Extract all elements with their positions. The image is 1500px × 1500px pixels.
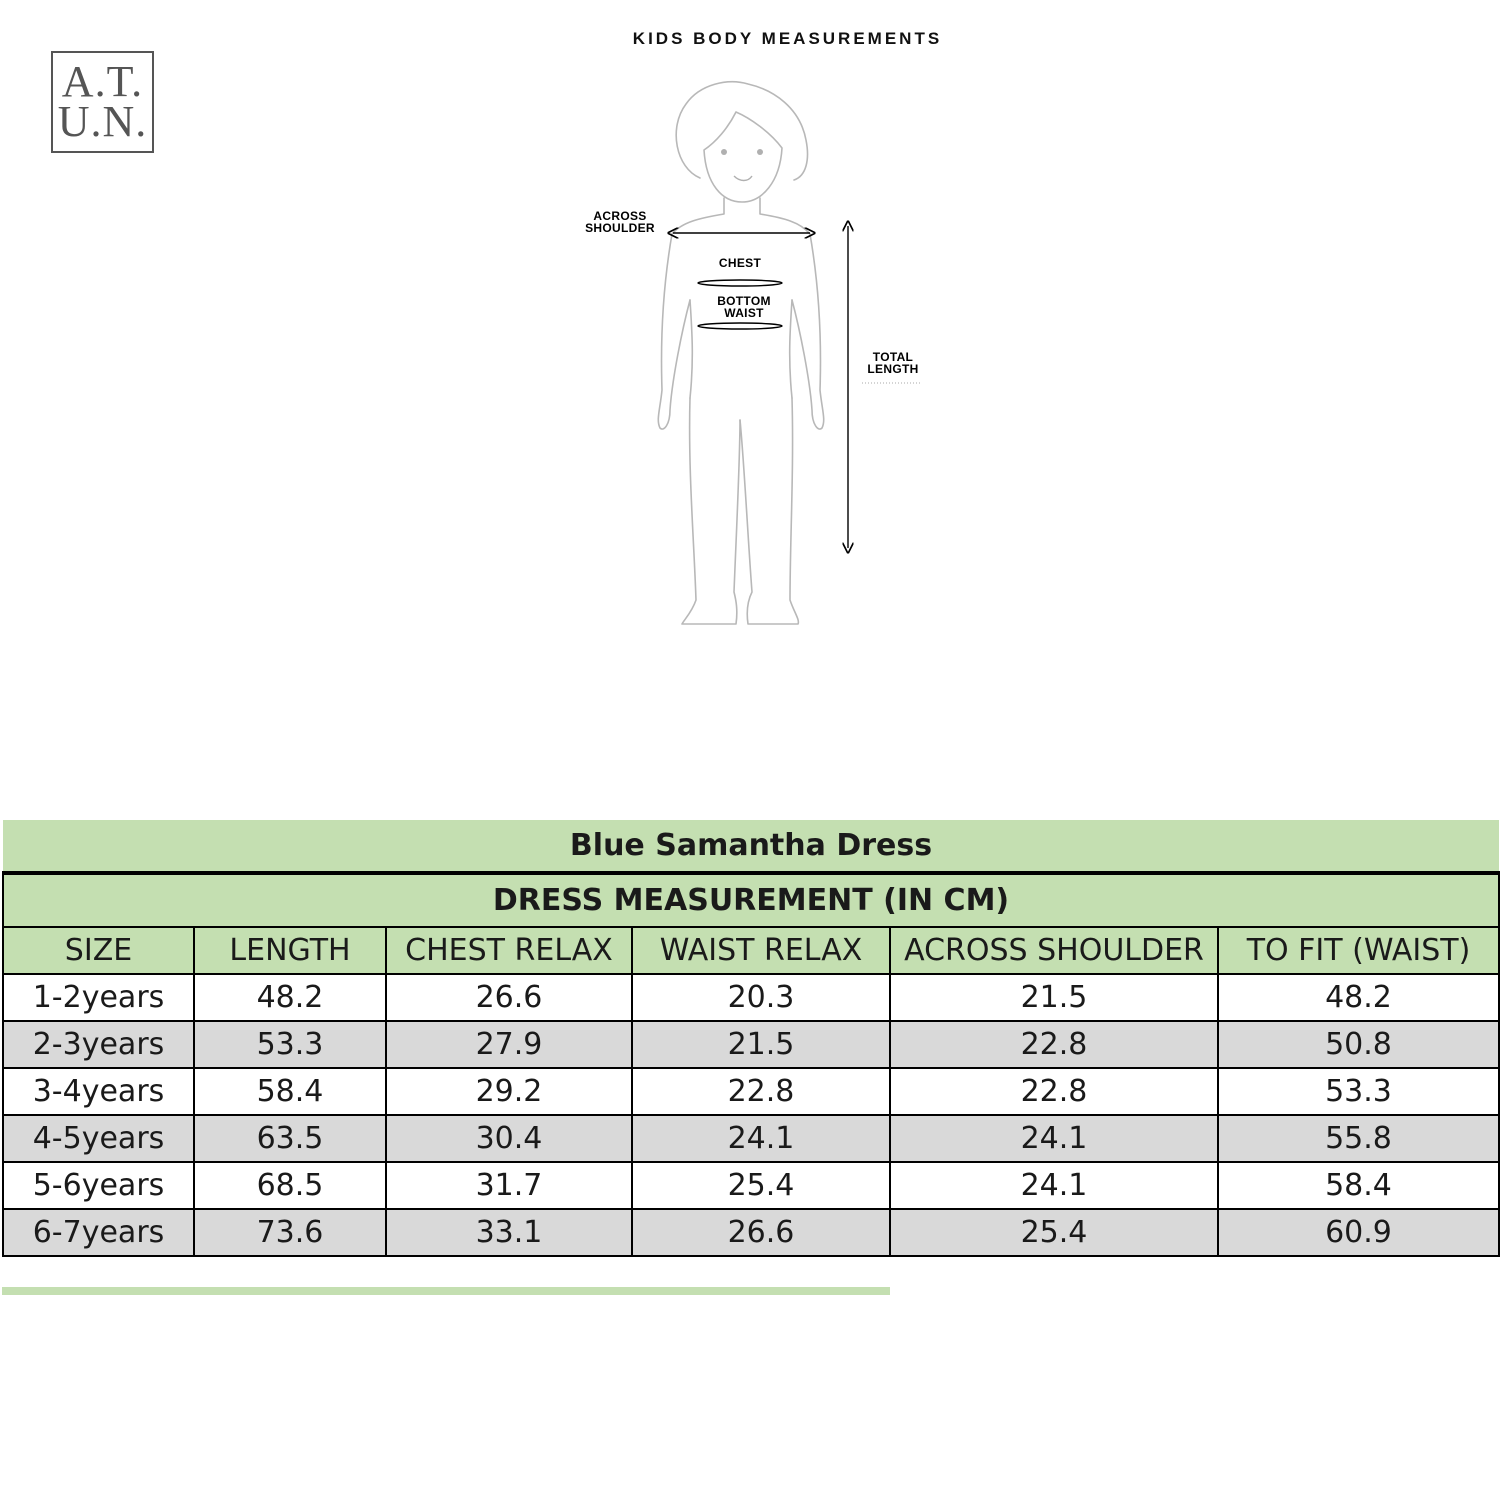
header-across-shoulder: ACROSS SHOULDER <box>890 927 1218 974</box>
face-features <box>721 149 763 155</box>
cell-chest-relax: 30.4 <box>386 1115 632 1162</box>
header-chest-relax: CHEST RELAX <box>386 927 632 974</box>
table-row <box>3 1115 1499 1162</box>
cell-waist-relax: 26.6 <box>632 1209 890 1256</box>
table-title-row <box>3 820 1499 873</box>
cell-to-fit-waist: 48.2 <box>1218 974 1499 1021</box>
cell-length: 68.5 <box>194 1162 386 1209</box>
cell-waist-relax: 21.5 <box>632 1021 890 1068</box>
header-length: LENGTH <box>194 927 386 974</box>
label-across-shoulder: ACROSS SHOULDER <box>585 209 655 235</box>
cell-across-shoulder: 24.1 <box>890 1115 1218 1162</box>
waist-ring <box>698 323 782 329</box>
cell-waist-relax: 25.4 <box>632 1162 890 1209</box>
table-row <box>3 974 1499 1021</box>
cell-across-shoulder: 22.8 <box>890 1021 1218 1068</box>
cell-length: 48.2 <box>194 974 386 1021</box>
cell-length: 73.6 <box>194 1209 386 1256</box>
mouth-line <box>734 176 752 181</box>
cell-to-fit-waist: 53.3 <box>1218 1068 1499 1115</box>
cell-size: 4-5years <box>3 1115 194 1162</box>
cell-size: 3-4years <box>3 1068 194 1115</box>
table-row <box>3 1162 1499 1209</box>
cell-waist-relax: 24.1 <box>632 1115 890 1162</box>
cell-size: 6-7years <box>3 1209 194 1256</box>
logo-line-2: U.N. <box>57 97 148 146</box>
cell-across-shoulder: 22.8 <box>890 1068 1218 1115</box>
label-bottom-waist: BOTTOM WAIST <box>717 294 771 320</box>
cell-size: 2-3years <box>3 1021 194 1068</box>
cell-waist-relax: 22.8 <box>632 1068 890 1115</box>
cell-waist-relax: 20.3 <box>632 974 890 1021</box>
table-header-row <box>3 927 1499 974</box>
table-row <box>3 1021 1499 1068</box>
cell-chest-relax: 31.7 <box>386 1162 632 1209</box>
cell-length: 63.5 <box>194 1115 386 1162</box>
cell-length: 58.4 <box>194 1068 386 1115</box>
kid-figure-diagram <box>0 0 1500 700</box>
cell-across-shoulder: 25.4 <box>890 1209 1218 1256</box>
cell-to-fit-waist: 50.8 <box>1218 1021 1499 1068</box>
logo-line-1: A.T. <box>61 57 144 106</box>
chest-ring <box>698 280 782 286</box>
cell-size: 1-2years <box>3 974 194 1021</box>
page-title: KIDS BODY MEASUREMENTS <box>632 29 943 48</box>
header-waist-relax: WAIST RELAX <box>632 927 890 974</box>
table-subtitle: DRESS MEASUREMENT (IN CM) <box>3 873 1499 927</box>
cell-across-shoulder: 21.5 <box>890 974 1218 1021</box>
cell-chest-relax: 27.9 <box>386 1021 632 1068</box>
table-row <box>3 1209 1499 1256</box>
size-chart-table <box>2 820 1500 1257</box>
cell-length: 53.3 <box>194 1021 386 1068</box>
label-total-length: TOTAL LENGTH <box>867 350 919 376</box>
header-to-fit-waist: TO FIT (WAIST) <box>1218 927 1499 974</box>
kid-figure-outline <box>658 82 823 624</box>
header-size: SIZE <box>3 927 194 974</box>
cell-chest-relax: 29.2 <box>386 1068 632 1115</box>
cell-to-fit-waist: 58.4 <box>1218 1162 1499 1209</box>
label-chest: CHEST <box>718 256 762 270</box>
cell-to-fit-waist: 60.9 <box>1218 1209 1499 1256</box>
table-bottom-strip <box>2 1287 890 1295</box>
table-title: Blue Samantha Dress <box>3 820 1499 873</box>
cell-chest-relax: 33.1 <box>386 1209 632 1256</box>
cell-chest-relax: 26.6 <box>386 974 632 1021</box>
cell-size: 5-6years <box>3 1162 194 1209</box>
cell-to-fit-waist: 55.8 <box>1218 1115 1499 1162</box>
cell-across-shoulder: 24.1 <box>890 1162 1218 1209</box>
table-row <box>3 1068 1499 1115</box>
table-subtitle-row <box>3 873 1499 927</box>
